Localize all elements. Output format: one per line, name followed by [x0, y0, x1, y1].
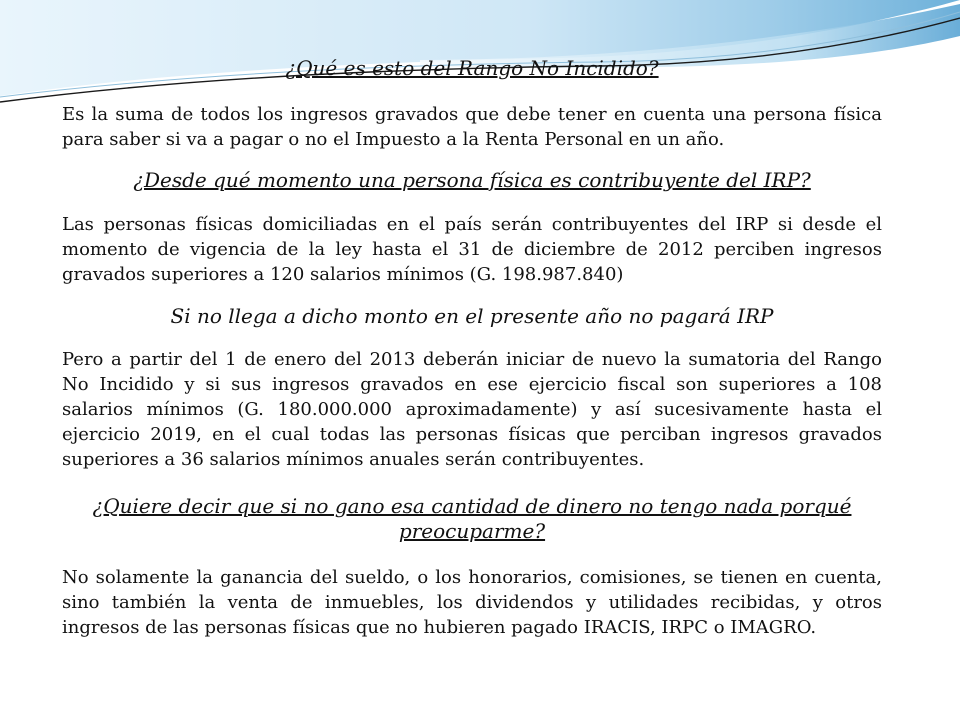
answer-paragraph-3: Pero a partir del 1 de enero del 2013 deberán iniciar de nuevo la sumatoria del Rango No Incidido y si sus ingresos gravados en ese ejercicio fiscal son superiores a 108 salarios mínimos (G. 180.000.000 aproximadamente) y así sucesivamente hasta el ejercicio 2019, en el cual todas las personas físicas que perciban ingresos gravados superiores a 36 salarios mínimos anuales serán contribuyentes. [62, 349, 882, 470]
answer-paragraph-1: Es la suma de todos los ingresos gravados que debe tener en cuenta una persona física para saber si va a pagar o no el Impuesto a la Renta Personal en un año. [62, 104, 882, 150]
question-heading-2: ¿Desde qué momento una persona física es contribuyente del IRP? [133, 168, 811, 192]
question-heading-1: ¿Qué es esto del Rango No Incidido? [285, 56, 659, 80]
question-heading-4: ¿Quiere decir que si no gano esa cantidad de dinero no tengo nada porqué preocuparme? [92, 494, 852, 543]
statement-heading-3: Si no llega a dicho monto en el presente año no pagará IRP [170, 304, 774, 328]
answer-paragraph-2: Las personas físicas domiciliadas en el país serán contribuyentes del IRP si desde el momento de vigencia de la ley hasta el 31 de diciembre de 2012 perciben ingresos gravados superiores a 120 salarios mínimos (G. 198.987.840) [62, 214, 882, 285]
answer-paragraph-4: No solamente la ganancia del sueldo, o los honorarios, comisiones, se tienen en cuenta, sino también la venta de inmuebles, los dividendos y utilidades recibidas, y otros ingresos de las personas físicas que no hubieren pagado IRACIS, IRPC o IMAGRO. [62, 567, 882, 638]
